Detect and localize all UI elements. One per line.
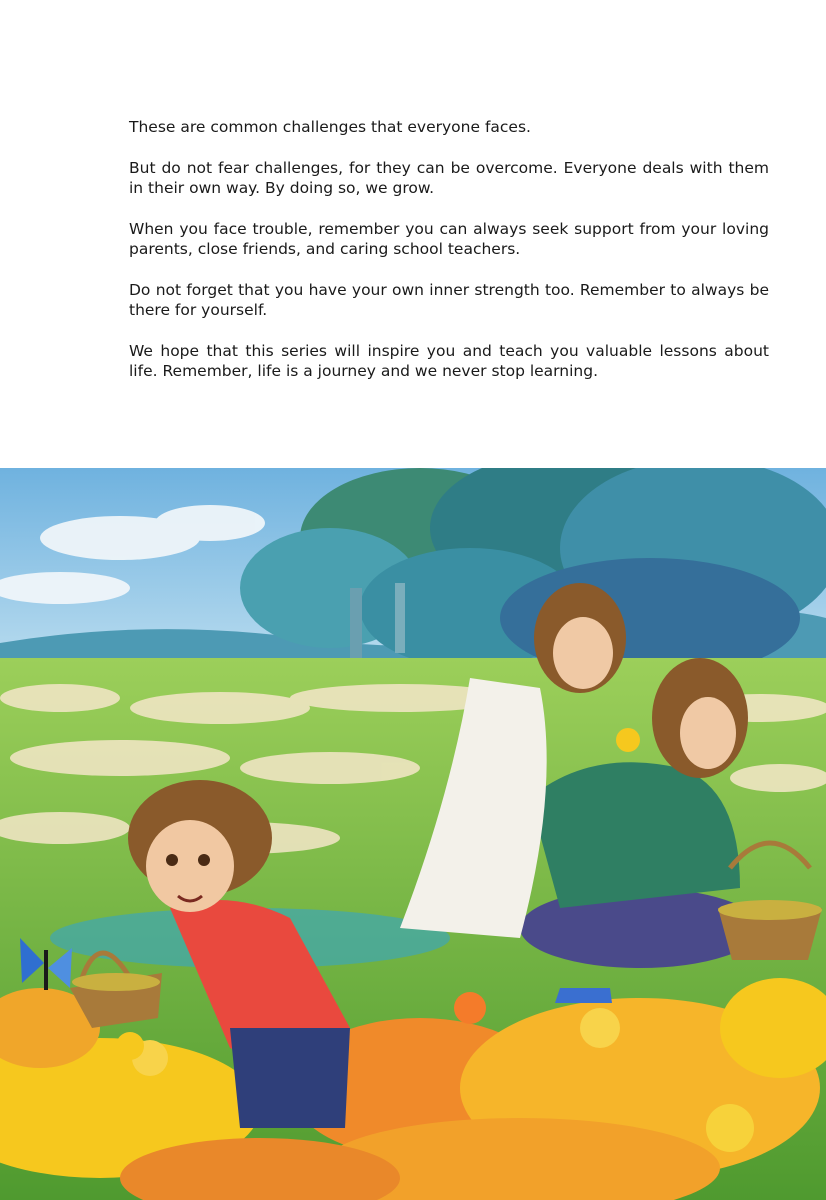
illustration-svg: [0, 468, 826, 1200]
paragraph-3: When you face trouble, remember you can always seek support from your loving parents, close friends, and caring school teachers.: [129, 220, 769, 258]
forest: [240, 468, 826, 678]
paragraph-4: Do not forget that you have your own inner strength too. Remember to always be there for yourself.: [129, 281, 769, 319]
paragraph-2: But do not fear challenges, for they can be overcome. Everyone deals with them in their own way. By doing so, we grow.: [129, 159, 769, 197]
paragraph-1: These are common challenges that everyone faces.: [129, 118, 531, 136]
paragraph-5: We hope that this series will inspire you and teach you valuable lessons about life. Remember, life is a journey and we never stop learning.: [129, 342, 769, 380]
illustration-flower-field: [0, 468, 826, 1200]
story-text: [129, 117, 769, 402]
